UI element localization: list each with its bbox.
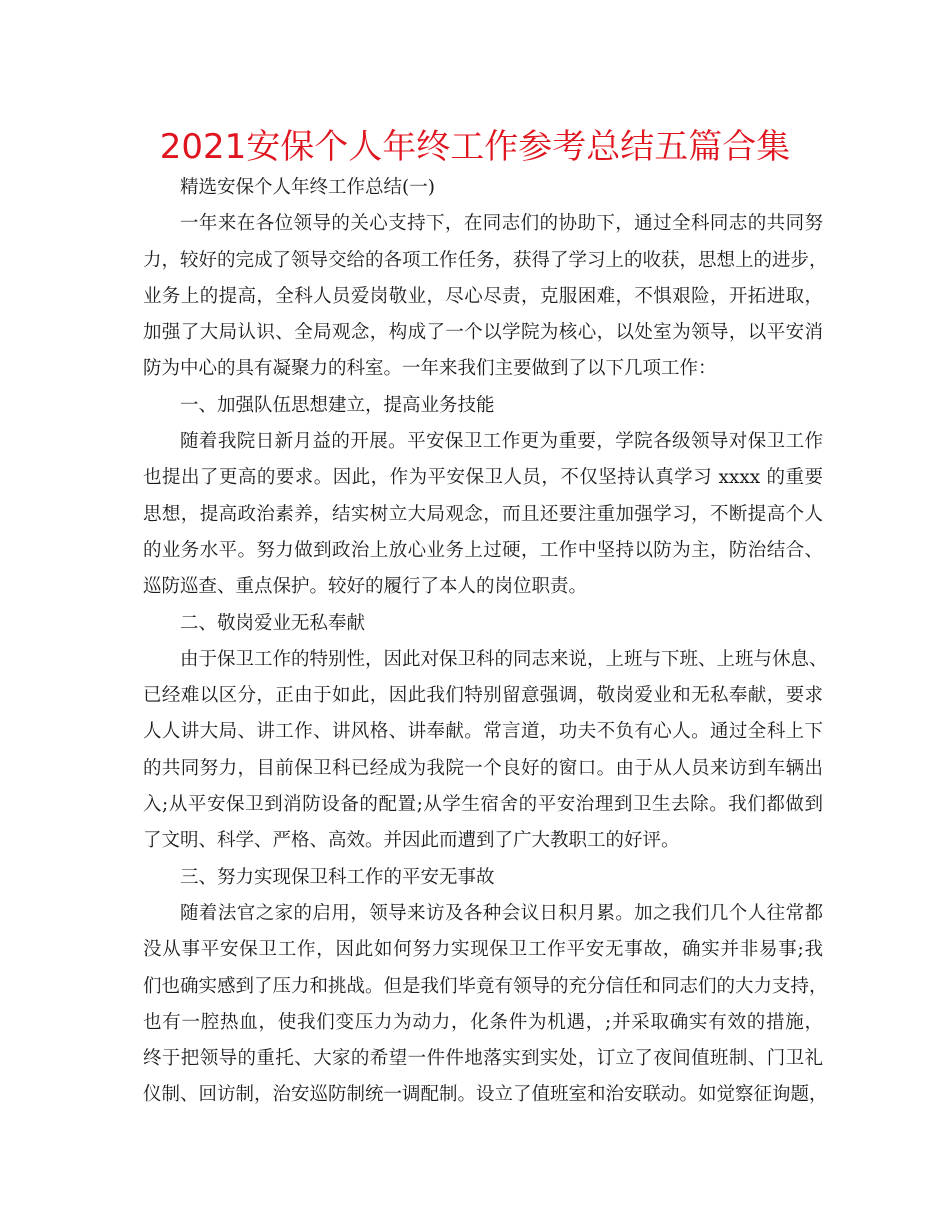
body-text-line: 防为中心的具有凝聚力的科室。一年来我们主要做到了以下几项工作：: [143, 358, 717, 380]
body-text-line: 没从事平安保卫工作，因此如何努力实现保卫工作平安无事故，确实并非易事;我: [143, 939, 823, 961]
body-text-line: 随着法官之家的启用，领导来访及各种会议日积月累。加之我们几个人往常都: [180, 902, 823, 924]
body-text-line: 的业务水平。努力做到政治上放心业务上过硬，工作中坚持以防为主，防治结合、: [143, 539, 823, 561]
body-text-line: 业务上的提高，全科人员爱岗敬业，尽心尽责，克服困难，不惧艰险，开拓进取，: [143, 285, 823, 307]
body-text-line: 入;从平安保卫到消防设备的配置;从学生宿舍的平安治理到卫生去除。我们都做到: [143, 794, 823, 816]
body-text-line: 力，较好的完成了领导交给的各项工作任务，获得了学习上的收获，思想上的进步，: [143, 249, 828, 271]
body-text-line: 一年来在各位领导的关心支持下，在同志们的协助下，通过全科同志的共同努: [180, 213, 823, 235]
body-text-line: 三、努力实现保卫科工作的平安无事故: [180, 866, 495, 888]
body-text-line: 巡防巡查、重点保护。较好的履行了本人的岗位职责。: [143, 576, 588, 598]
body-text-line: 们也确实感到了压力和挑战。但是我们毕竟有领导的充分信任和同志们的大力支持，: [143, 975, 828, 997]
body-text-line: 已经难以区分，正由于如此，因此我们特别留意强调，敬岗爱业和无私奉献，要求: [143, 685, 823, 707]
body-text-line: 的共同努力，目前保卫科已经成为我院一个良好的窗口。由于从人员来访到车辆出: [143, 757, 823, 779]
body-text-line: 人人讲大局、讲工作、讲风格、讲奉献。常言道，功夫不负有心人。通过全科上下: [143, 721, 823, 743]
body-text-line: 也提出了更高的要求。因此，作为平安保卫人员，不仅坚持认真学习 xxxx 的重要: [143, 467, 823, 489]
body-text-line: 了文明、科学、严格、高效。并因此而遭到了广大教职工的好评。: [143, 830, 680, 852]
document-body: [143, 170, 828, 1114]
body-text-line: 终于把领导的重托、大家的希望一件件地落实到实处，订立了夜间值班制、门卫礼: [143, 1048, 823, 1070]
body-text-line: 思想，提高政治素养，结实树立大局观念，而且还要注重加强学习，不断提高个人: [143, 503, 823, 525]
body-text-line: 由于保卫工作的特别性，因此对保卫科的同志来说，上班与下班、上班与休息、: [180, 648, 828, 670]
body-text-line: 仪制、回访制，治安巡防制统一调配制。设立了值班室和治安联动。如觉察征询题，: [143, 1084, 828, 1106]
body-text-line: 精选安保个人年终工作总结(一): [180, 177, 435, 198]
body-text-line: 一、加强队伍思想建立，提高业务技能: [180, 394, 495, 416]
body-text-line: 也有一腔热血，使我们变压力为动力，化条件为机遇，;并采取确实有效的措施，: [143, 1011, 823, 1033]
body-text-line: 二、敬岗爱业无私奉献: [180, 612, 366, 634]
body-text-line: 随着我院日新月益的开展。平安保卫工作更为重要，学院各级领导对保卫工作: [180, 431, 823, 453]
body-text-line: 加强了大局认识、全局观念，构成了一个以学院为核心，以处室为领导，以平安消: [143, 322, 823, 344]
document-title: 2021安保个人年终工作参考总结五篇合集: [159, 127, 791, 167]
